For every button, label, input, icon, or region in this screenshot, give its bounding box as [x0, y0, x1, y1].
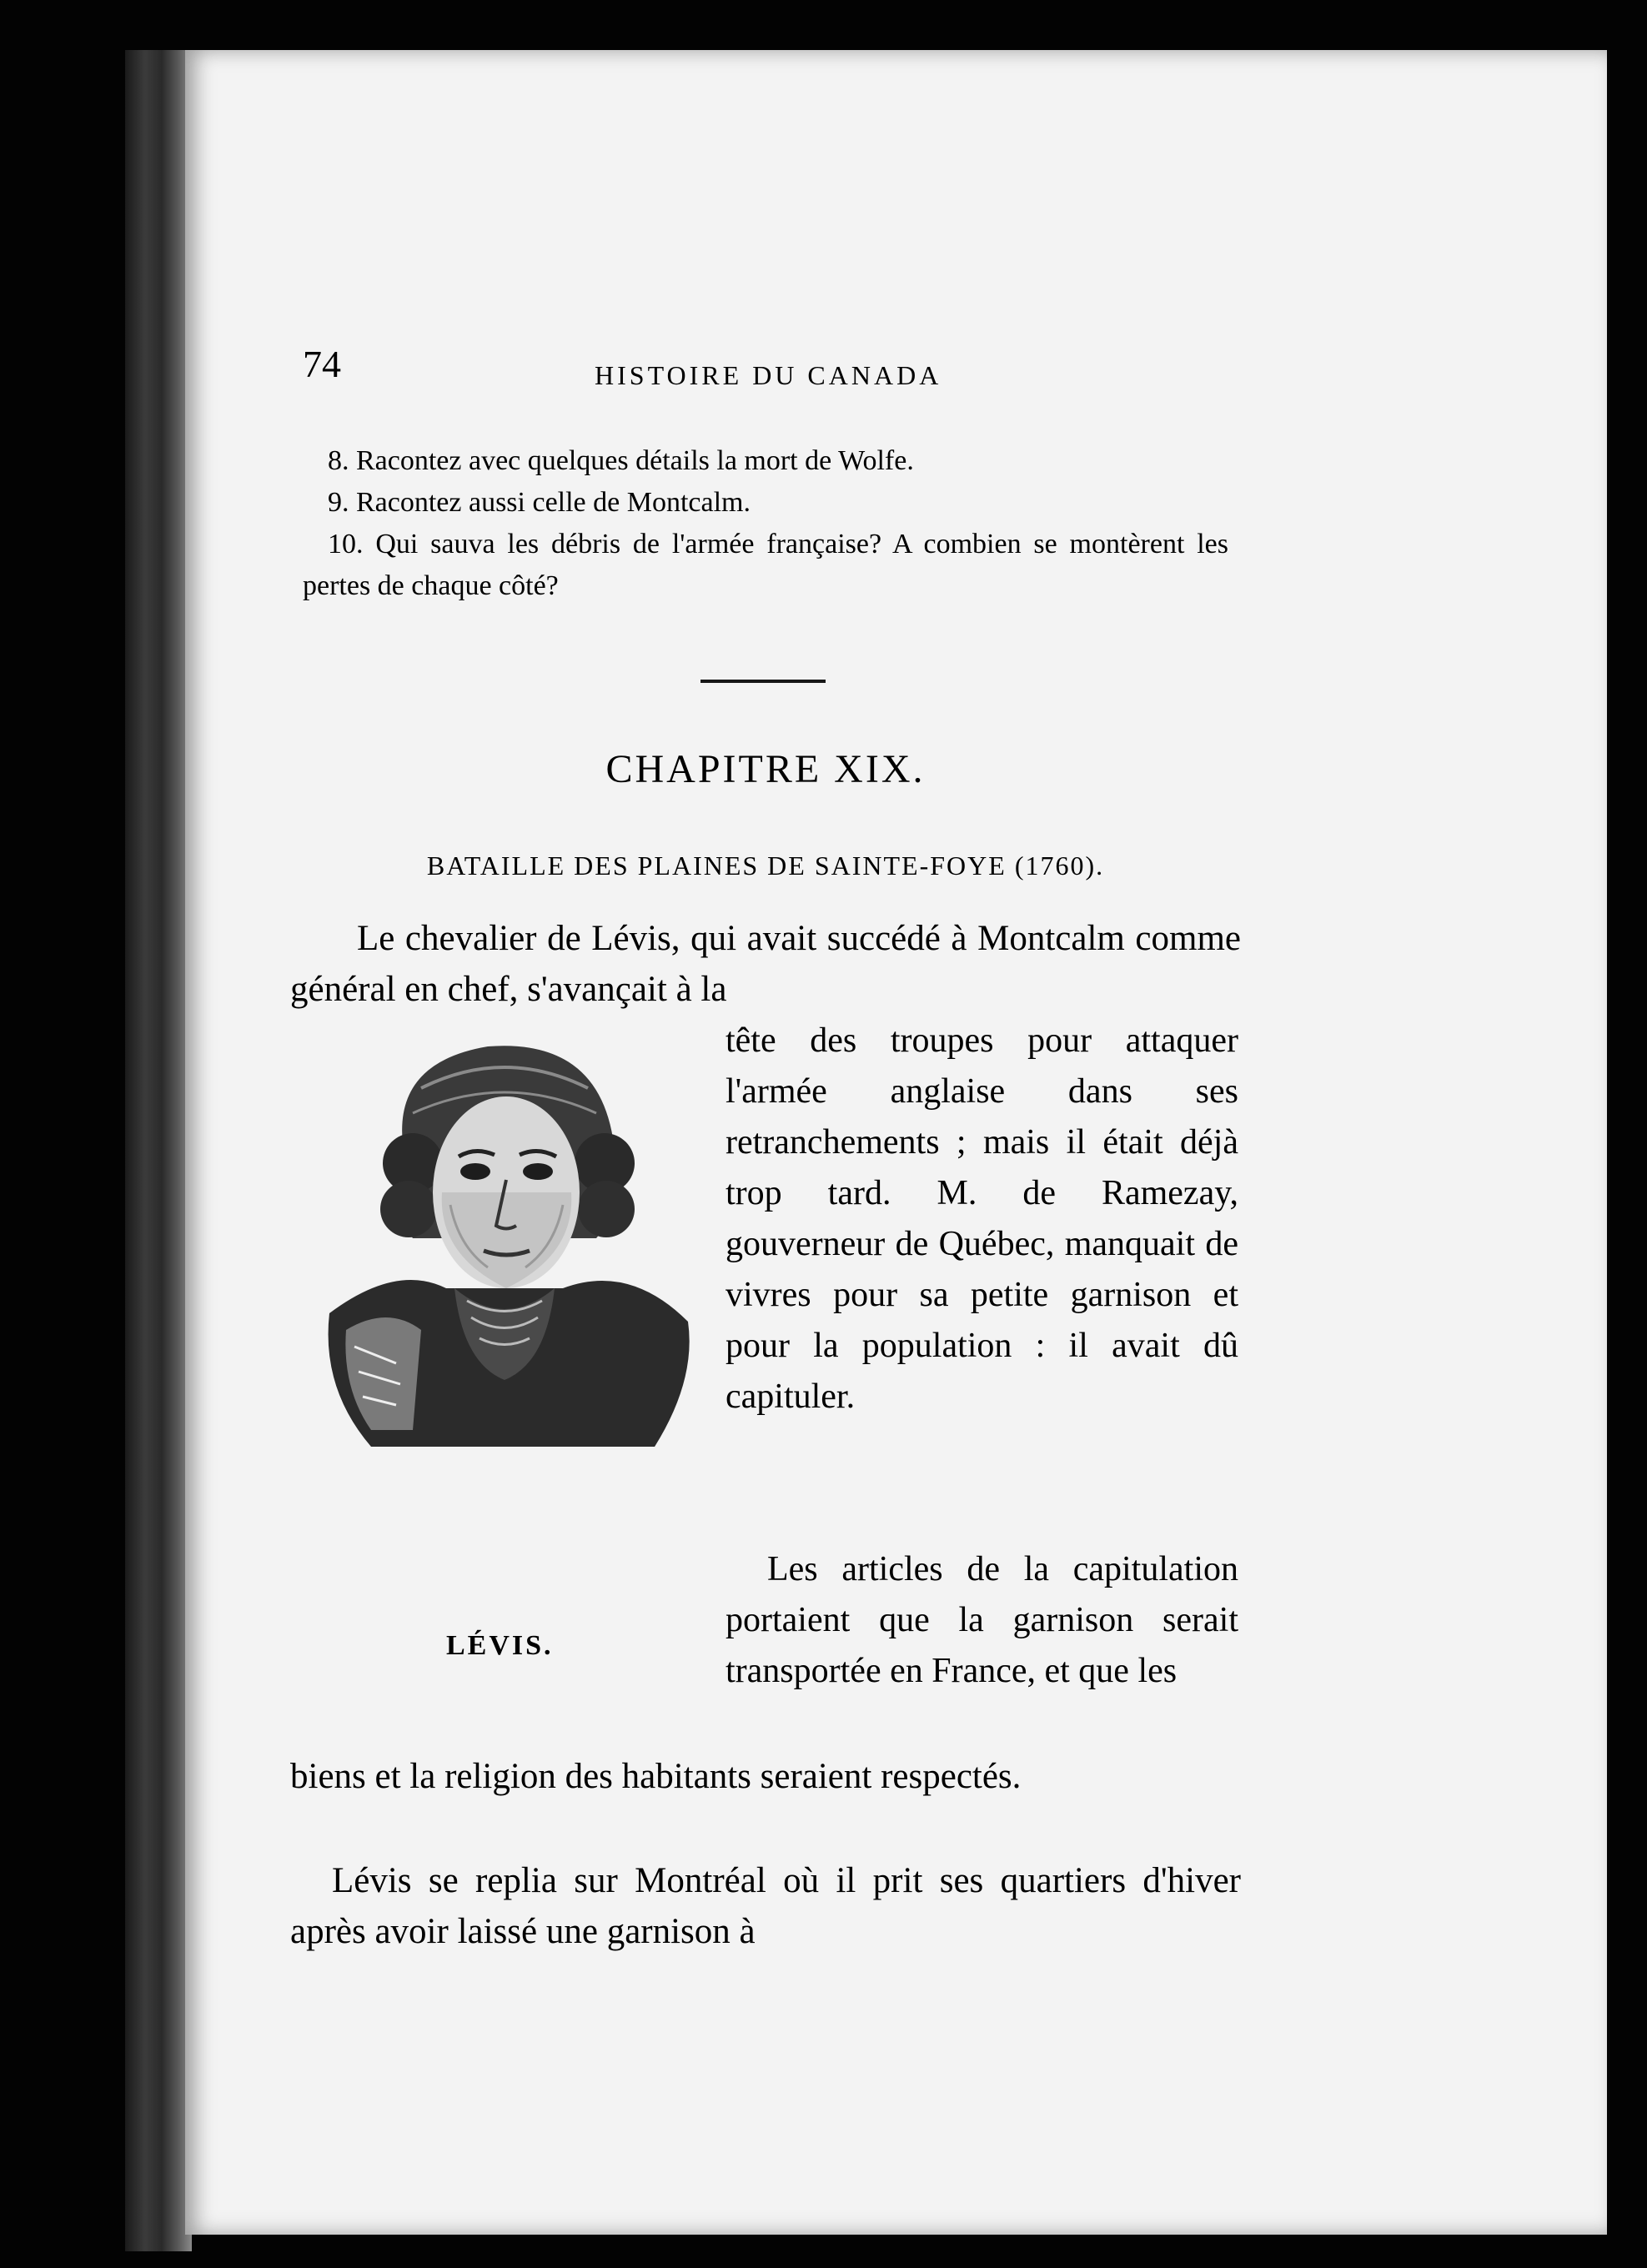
paragraph-capitulation: Les articles de la capitulation portaient que la garnison serait transportée en France, et que les [726, 1550, 1238, 1690]
running-head [303, 342, 1253, 392]
chapter-title: CHAPITRE XIX. [605, 747, 926, 791]
question-item: 8. Racontez avec quelques détails la mort de Wolfe. [328, 445, 914, 476]
paragraph-opening: Le chevalier de Lévis, qui avait succédé à Montcalm comme général en chef, s'avançait à la [290, 919, 1241, 1009]
question-item: 9. Racontez aussi celle de Montcalm. [328, 487, 751, 518]
section-divider [700, 680, 826, 683]
running-title: HISTOIRE DU CANADA [595, 360, 942, 390]
page-number: 74 [303, 343, 341, 385]
review-questions [303, 440, 1228, 607]
portrait-caption: LÉVIS. [446, 1630, 554, 1661]
paragraph-opening-continued: tête des troupes pour attaquer l'armée anglaise dans ses retranchements ; mais il était déjà trop tard. M. de Ramezay, gouverneur de Québec, manquait de vivres pour sa petite garnison et pour la population : il avait dû capituler. [726, 1021, 1238, 1416]
question-item: 10. Qui sauva les débris de l'armée française? A combien se montèrent les pertes de chaque côté? [303, 529, 1228, 601]
book-spine [125, 50, 192, 2251]
paragraph-retreat: Lévis se replia sur Montréal où il prit ses quartiers d'hiver après avoir laissé une garnison à [290, 1861, 1241, 1951]
levis-portrait-engraving [296, 1013, 713, 1463]
chapter-subtitle: BATAILLE DES PLAINES DE SAINTE-FOYE (1760). [426, 850, 1105, 881]
paragraph-capitulation-continued: biens et la religion des habitants seraient respectés. [290, 1757, 1022, 1796]
